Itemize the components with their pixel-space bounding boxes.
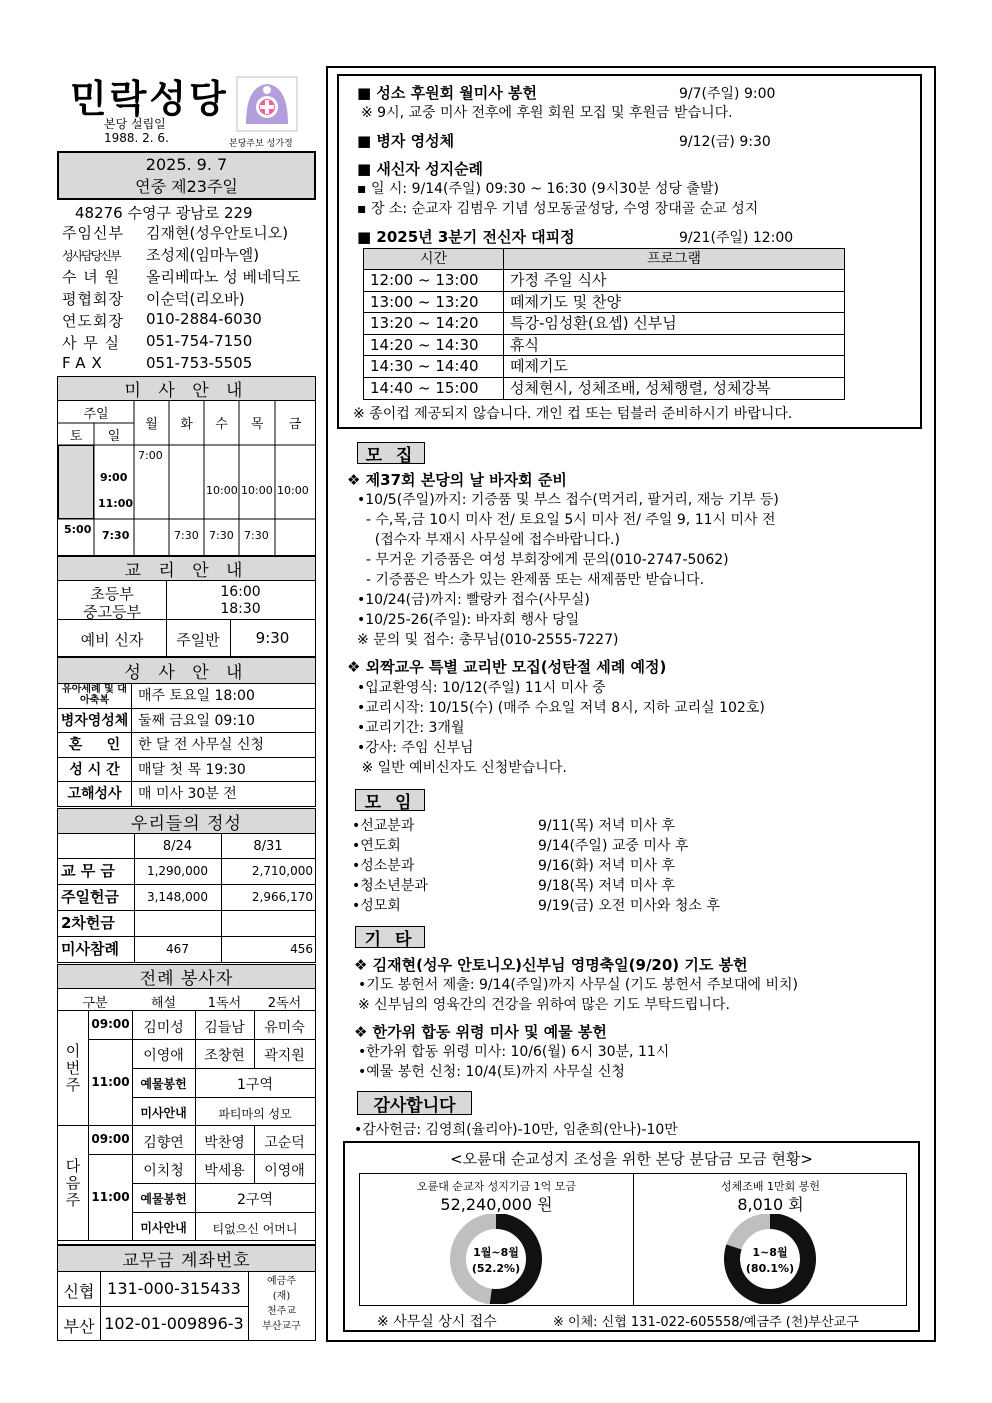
sacrament-row xyxy=(58,709,315,734)
parish-logo xyxy=(236,76,298,132)
text-line: ※ 일반 예비신자도 신청받습니다. xyxy=(357,760,567,776)
fund-c1-title: 오륜대 순교자 성지기금 1억 모금 xyxy=(416,1180,577,1193)
info-value: 010-2884-6030 xyxy=(146,310,262,328)
offering-row xyxy=(58,910,315,936)
sun-11: 11:00 xyxy=(98,497,134,510)
logo-caption: 본당주보 성가정 xyxy=(229,139,293,149)
info-value: 051-753-5505 xyxy=(146,354,253,372)
text-line: •입교환영식: 10/12(주일) 11시 미사 중 xyxy=(357,680,606,696)
info-row xyxy=(62,354,322,376)
account-1: 131-000-315433 xyxy=(107,1279,241,1298)
meeting-name: •성소분과 xyxy=(352,858,415,874)
day-fri: 금 xyxy=(288,417,302,432)
fund-c1-value: 52,240,000 원 xyxy=(440,1195,553,1214)
offering-a: 3,148,000 xyxy=(146,890,209,904)
offering-a: 467 xyxy=(166,942,189,956)
sacrament-value: 매 미사 30분 전 xyxy=(138,786,237,803)
liturgical-week: 연중 제23주일 xyxy=(135,177,238,196)
retreat-row xyxy=(364,378,844,400)
sun-9: 9:00 xyxy=(100,471,128,484)
day-mon: 월 xyxy=(145,417,158,432)
n3-l2: ▪ 장 소: 순교자 김범우 기념 성모동굴성당, 수영 장대골 순교 성지 xyxy=(357,201,759,217)
guide-value: 파티마의 성모 xyxy=(218,1107,292,1121)
guide-value: 티없으신 어머니 xyxy=(212,1222,298,1236)
retreat-program: 떼제기도 xyxy=(510,357,568,375)
mass-section xyxy=(57,376,316,556)
donut-label: (52.2%) xyxy=(471,1262,521,1275)
text-line: ※ 문의 및 접수: 총무님(010-2555-7227) xyxy=(357,632,619,648)
recruit-h1: ❖ 제37회 본당의 날 바자회 준비 xyxy=(347,471,567,489)
server-name: 조창현 xyxy=(204,1048,245,1064)
retreat-program: 성체현시, 성체조배, 성체행렬, 성체강복 xyxy=(510,378,771,397)
sacrament-label: 혼 인 xyxy=(58,733,132,757)
fund-title: <오륜대 순교성지 조성을 위한 본당 분담금 모금 현황> xyxy=(450,1150,813,1168)
server-name: 김향연 xyxy=(143,1135,184,1151)
mass-title: 미 사 안 내 xyxy=(58,377,315,401)
server-name: 박찬영 xyxy=(204,1135,245,1151)
etc-l4: •예물 봉헌 신청: 10/4(토)까지 사무실 신청 xyxy=(358,1064,625,1080)
offering-row xyxy=(58,858,315,884)
sacrament-value: 둘째 금요일 09:10 xyxy=(138,712,255,729)
donut-label: (80.1%) xyxy=(745,1262,795,1275)
date-box xyxy=(57,151,316,200)
text-line: - 기증품은 박스가 있는 완제품 또는 새제품만 받습니다. xyxy=(357,572,705,588)
offer-value: 2구역 xyxy=(237,1192,273,1208)
retreat-time: 13:00 ~ 13:20 xyxy=(364,292,504,313)
etc-h2: ❖ 한가위 합동 위령 미사 및 예물 봉헌 xyxy=(354,1023,607,1041)
sacrament-row xyxy=(58,758,315,783)
sacrament-label: 고해성사 xyxy=(58,782,132,807)
meeting-tag: 모 임 xyxy=(355,789,425,811)
account-section xyxy=(57,1245,316,1341)
holy-family-icon xyxy=(236,76,298,132)
holder: 예금주 (재) 천주교 부산교구 xyxy=(262,1276,301,1332)
servers-title: 전례 봉사자 xyxy=(58,965,315,989)
info-value: 올리베따노 성 베네딕도 xyxy=(146,268,301,286)
text-line: •10/25-26(주일): 바자회 행사 당일 xyxy=(357,612,580,628)
wed-am: 10:00 xyxy=(206,484,238,497)
recruit-tag: 모 집 xyxy=(357,442,425,464)
text-line: (접수자 부재시 사무실에 접수바랍니다.) xyxy=(357,532,620,548)
info-label: 수 녀 원 xyxy=(62,268,121,286)
offering-row xyxy=(58,884,315,910)
sacrament-label: 성 시 간 xyxy=(58,758,132,782)
retreat-row xyxy=(364,270,844,292)
servers-section xyxy=(57,964,316,1245)
fund-donut-2 xyxy=(717,1214,823,1304)
text-line: - 무거운 기증품은 여성 부회장에게 문의(010-2747-5062) xyxy=(357,552,729,568)
info-value: 김재현(성우안토니오) xyxy=(146,224,289,242)
n4-note: ※ 종이컵 제공되지 않습니다. 개인 컵 또는 텀블러 준비하시기 바랍니다. xyxy=(353,406,793,422)
offering-b: 2,710,000 xyxy=(251,864,313,878)
n1-note: ※ 9시, 교중 미사 전후에 후원 회원 모집 및 후원금 받습니다. xyxy=(361,105,733,121)
bank-1: 신협 xyxy=(63,1282,95,1301)
retreat-time: 14:40 ~ 15:00 xyxy=(364,378,504,400)
time-1: 09:00 xyxy=(91,1132,130,1146)
info-label: 주임신부 xyxy=(62,224,124,242)
fund-c2-title: 성체조배 1만회 봉헌 xyxy=(721,1180,820,1193)
offering-date-1: 8/24 xyxy=(162,839,193,854)
fund-c2-value: 8,010 회 xyxy=(737,1195,804,1214)
info-value: 051-754-7150 xyxy=(146,332,253,350)
retreat-table xyxy=(363,248,845,400)
sat-pm: 5:00 xyxy=(64,523,92,536)
pre-time: 9:30 xyxy=(255,629,290,647)
retreat-program: 휴식 xyxy=(510,335,539,354)
account-title: 교무금 계좌번호 xyxy=(58,1246,315,1272)
thanks-tag: 감사합니다 xyxy=(357,1091,472,1115)
sacrament-value: 매주 토요일 18:00 xyxy=(138,688,255,704)
retreat-program: 특강-임성환(요셉) 신부님 xyxy=(510,314,677,332)
mass-sat: 토 xyxy=(69,429,83,444)
server-name: 고순덕 xyxy=(264,1135,305,1151)
time-2: 11:00 xyxy=(91,1190,130,1204)
etc-h1: ❖ 김재현(성우 안토니오)신부님 영명축일(9/20) 기도 봉헌 xyxy=(354,956,748,974)
info-row xyxy=(62,310,322,332)
pre-label: 예비 신자 xyxy=(80,631,144,649)
retreat-head-time: 시간 xyxy=(364,249,504,269)
sacrament-value: 매달 첫 목 19:30 xyxy=(138,761,246,778)
info-row xyxy=(62,222,322,244)
n3-title: ■ 새신자 성지순례 xyxy=(357,160,484,178)
etc-l2: ※ 신부님의 영육간의 건강을 위하여 많은 기도 부탁드립니다. xyxy=(358,997,730,1013)
cat-elementary: 초등부 xyxy=(90,585,134,603)
recruit-h2: ❖ 외짝교우 특별 교리반 모집(성탄절 세례 예정) xyxy=(347,658,667,676)
etc-l1: •기도 봉헌서 제출: 9/14(주일)까지 사무실 (기도 봉헌서 주보대에 비치) xyxy=(358,977,798,993)
offering-label: 교 무 금 xyxy=(61,862,115,880)
etc-tag: 기 타 xyxy=(355,926,425,948)
srv-h3: 2독서 xyxy=(267,996,302,1011)
n2-title: ■ 병자 영성체 xyxy=(357,132,455,150)
server-name: 이치청 xyxy=(143,1163,184,1179)
info-row xyxy=(62,288,322,310)
meeting-name: •청소년분과 xyxy=(352,878,428,894)
info-value: 조성제(임마누엘) xyxy=(146,246,260,264)
offering-row xyxy=(58,936,315,962)
server-name: 곽지원 xyxy=(264,1048,305,1064)
fri-am: 10:00 xyxy=(277,484,309,497)
meeting-name: •연도회 xyxy=(352,838,401,854)
week-label: 이번주 xyxy=(58,1011,89,1125)
srv-h1: 해설 xyxy=(150,996,177,1011)
founded-label: 본당 설립일 xyxy=(104,117,166,131)
retreat-program: 떼제기도 및 찬양 xyxy=(510,292,621,311)
thanks-line: •감사헌금: 김영희(율리아)-10만, 임춘희(안나)-10만 xyxy=(354,1122,678,1138)
offering-b xyxy=(221,911,315,936)
meeting-when: 9/16(화) 저녁 미사 후 xyxy=(538,858,675,874)
sacrament-row xyxy=(58,782,315,807)
donut-progress xyxy=(491,1221,534,1297)
srv-h2: 1독서 xyxy=(207,996,242,1011)
sacrament-section xyxy=(57,657,316,807)
info-value: 이순덕(리오바) xyxy=(146,290,245,308)
n2-time: 9/12(금) 9:30 xyxy=(679,134,771,150)
info-list xyxy=(62,222,322,376)
text-line: •10/5(주일)까지: 기증품 및 부스 접수(먹거리, 팔거리, 재능 기부 등) xyxy=(357,492,779,508)
time-2: 11:00 xyxy=(91,1075,130,1089)
cat-elementary-time: 16:00 xyxy=(220,584,261,600)
offering-a: 1,290,000 xyxy=(146,864,209,878)
n4-time: 9/21(주일) 12:00 xyxy=(679,230,794,246)
retreat-head xyxy=(364,249,844,270)
bulletin-date: 2025. 9. 7 xyxy=(145,155,228,174)
server-name: 박세용 xyxy=(204,1163,245,1179)
fund-panel xyxy=(359,1173,907,1306)
info-label: 평협회장 xyxy=(62,290,124,308)
n1-time: 9/7(주일) 9:00 xyxy=(679,86,776,102)
retreat-row xyxy=(364,313,844,335)
bank-2: 부산 xyxy=(63,1317,95,1336)
server-name: 이영애 xyxy=(143,1048,184,1064)
sacrament-value: 한 달 전 사무실 신청 xyxy=(138,737,264,754)
day-wed: 수 xyxy=(215,417,228,432)
offering-a xyxy=(134,911,221,936)
wed-pm: 7:30 xyxy=(209,529,234,542)
offering-label: 주일헌금 xyxy=(61,888,119,906)
info-label: 연도회장 xyxy=(62,312,124,330)
founded-date: 1988. 2. 6. xyxy=(104,131,169,145)
offering-section xyxy=(57,808,316,963)
retreat-row xyxy=(364,335,844,357)
sun-pm: 7:30 xyxy=(102,529,130,542)
meeting-name: •성모회 xyxy=(352,898,401,914)
address: 48276 수영구 광남로 229 xyxy=(75,204,253,222)
offering-label: 미사참례 xyxy=(61,940,119,958)
fund-foot-2: ※ 이체: 신협 131-022-605558/예금주 (천)부산교구 xyxy=(553,1315,859,1330)
offering-b: 456 xyxy=(290,942,313,956)
meeting-row xyxy=(352,875,912,895)
mass-sunday: 주일 xyxy=(83,407,109,422)
server-name: 유미숙 xyxy=(264,1020,305,1036)
sacrament-row xyxy=(58,733,315,758)
info-row xyxy=(62,332,322,354)
info-label: 성사담당신부 xyxy=(62,249,120,263)
meeting-name: •선교분과 xyxy=(352,818,415,834)
offering-date-2: 8/31 xyxy=(253,839,283,854)
text-line: •교리시작: 10/15(수) (매주 수요일 저녁 8시, 지하 교리실 102호) xyxy=(357,700,765,716)
fund-box xyxy=(343,1141,920,1332)
notice-box xyxy=(337,74,922,429)
sacrament-label: 병자영성체 xyxy=(58,709,132,733)
guide-label: 미사안내 xyxy=(140,1106,187,1120)
text-line: •10/24(금)까지: 빨랑카 접수(사무실) xyxy=(357,592,590,608)
retreat-time: 13:20 ~ 14:20 xyxy=(364,313,504,334)
info-label: FAX xyxy=(62,354,108,372)
week-label: 다음주 xyxy=(58,1126,89,1240)
server-week xyxy=(58,1011,315,1126)
meeting-row xyxy=(352,855,912,875)
retreat-time: 14:20 ~ 14:30 xyxy=(364,335,504,356)
info-row xyxy=(62,244,322,266)
etc-l3: •한가위 합동 위령 미사: 10/6(월) 6시 30분, 11시 xyxy=(358,1044,670,1060)
server-week xyxy=(58,1126,315,1241)
text-line: - 수,목,금 10시 미사 전/ 토요일 5시 미사 전/ 주일 9, 11시 미사 전 xyxy=(357,512,776,528)
catechism-title: 교 리 안 내 xyxy=(58,557,315,581)
fund-donut-1 xyxy=(443,1214,549,1304)
offering-title: 우리들의 정성 xyxy=(58,809,315,834)
info-label: 사 무 실 xyxy=(62,334,121,352)
meeting-when: 9/19(금) 오전 미사와 청소 후 xyxy=(538,898,720,914)
server-name: 이영애 xyxy=(264,1163,305,1179)
mass-sun: 일 xyxy=(107,429,121,444)
offer-label: 예물봉헌 xyxy=(140,1192,187,1206)
text-line: •교리기간: 3개월 xyxy=(357,720,465,736)
n1-title: ■ 성소 후원회 월미사 봉헌 xyxy=(357,84,537,102)
offer-label: 예물봉헌 xyxy=(140,1077,187,1091)
day-thu: 목 xyxy=(250,417,264,432)
thu-am: 10:00 xyxy=(241,484,273,497)
retreat-time: 12:00 ~ 13:00 xyxy=(364,270,504,291)
donut-label: 1월~8월 xyxy=(473,1246,519,1259)
day-tue: 화 xyxy=(180,417,193,432)
text-line: •강사: 주임 신부님 xyxy=(357,740,474,756)
srv-h0: 구분 xyxy=(82,996,108,1011)
retreat-head-program: 프로그램 xyxy=(646,251,702,267)
sacrament-label: 유아세례 및 대아축복 xyxy=(58,684,132,708)
meeting-row xyxy=(352,815,912,835)
catechism-section xyxy=(57,556,316,657)
donut-label: 1~8월 xyxy=(752,1246,788,1259)
guide-label: 미사안내 xyxy=(140,1221,187,1235)
meeting-when: 9/11(목) 저녁 미사 후 xyxy=(538,818,675,834)
offer-value: 1구역 xyxy=(237,1077,273,1093)
fund-foot-1: ※ 사무실 상시 접수 xyxy=(377,1314,497,1330)
n3-l1: ▪ 일 시: 9/14(주일) 09:30 ~ 16:30 (9시30분 성당 출발) xyxy=(357,181,719,197)
sacrament-row xyxy=(58,684,315,709)
meeting-row xyxy=(352,835,912,855)
cat-highschool-time: 18:30 xyxy=(220,601,261,617)
retreat-row xyxy=(364,292,844,314)
retreat-program: 가정 주일 식사 xyxy=(510,271,607,289)
sacrament-title: 성 사 안 내 xyxy=(58,658,315,684)
meeting-row xyxy=(352,895,912,915)
account-2: 102-01-009896-3 xyxy=(104,1314,244,1333)
cat-highschool: 중고등부 xyxy=(83,603,141,621)
info-row xyxy=(62,266,322,288)
retreat-time: 14:30 ~ 14:40 xyxy=(364,356,504,377)
time-1: 09:00 xyxy=(91,1017,130,1031)
meeting-when: 9/18(목) 저녁 미사 후 xyxy=(538,878,675,894)
retreat-row xyxy=(364,356,844,378)
pre-class: 주일반 xyxy=(176,631,220,649)
n4-title: ■ 2025년 3분기 전신자 대피정 xyxy=(357,228,575,246)
church-title: 민락성당 xyxy=(70,77,229,121)
offering-label: 2차헌금 xyxy=(61,914,115,932)
thu-pm: 7:30 xyxy=(244,529,269,542)
server-name: 김미성 xyxy=(143,1020,184,1036)
mon-early: 7:00 xyxy=(138,449,163,462)
meeting-when: 9/14(주일) 교중 미사 후 xyxy=(538,838,689,854)
server-name: 김들남 xyxy=(204,1020,245,1036)
offering-b: 2,966,170 xyxy=(251,890,313,904)
tue-pm: 7:30 xyxy=(174,529,199,542)
